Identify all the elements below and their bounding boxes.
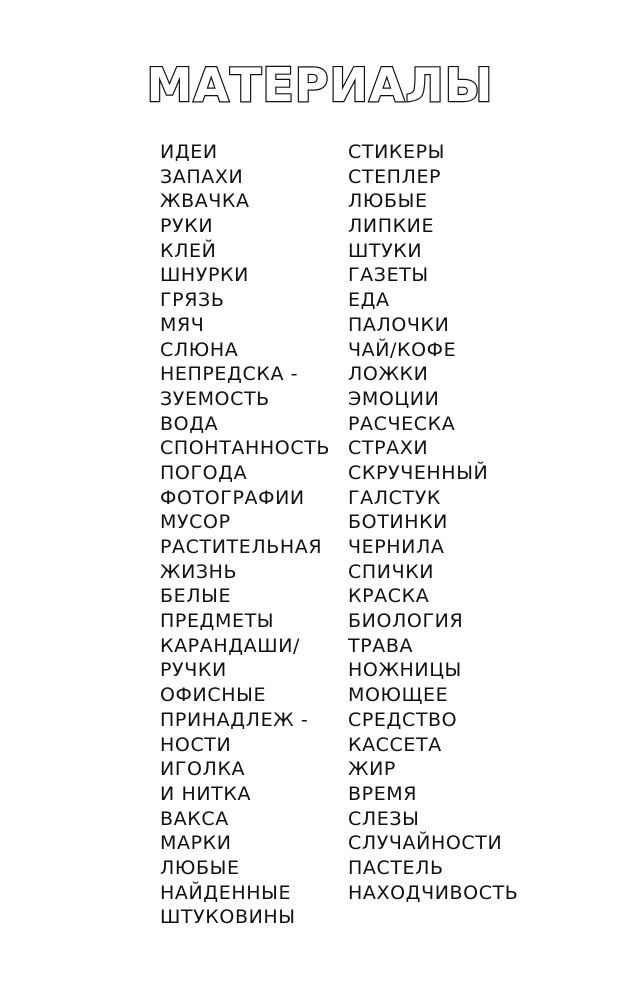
page-title: МАТЕРИАЛЫ (146, 58, 494, 112)
list-item: ЖИР (348, 758, 396, 781)
list-item: И НИТКА (160, 782, 252, 805)
list-item: МЯЧ (160, 313, 205, 336)
list-item: КАССЕТА (348, 733, 442, 756)
list-item: НЕПРЕДСКА - (160, 363, 299, 386)
materials-list-left (160, 140, 330, 930)
list-item: СЛУЧАЙНОСТИ (348, 832, 503, 855)
list-item: СПИЧКИ (348, 560, 435, 583)
list-item: НАЙДЕННЫЕ (160, 881, 292, 904)
list-item: ЗУЕМОСТЬ (160, 387, 270, 410)
list-item: ИДЕИ (160, 141, 218, 163)
list-item: ЭМОЦИИ (348, 387, 440, 410)
list-item: КАРАНДАШИ/ (160, 634, 301, 657)
list-item: ПАСТЕЛЬ (348, 856, 444, 879)
list-item: ОФИСНЫЕ (160, 684, 267, 707)
list-item: РАСТИТЕЛЬНАЯ (160, 536, 323, 558)
list-item: ЧАЙ/КОФЕ (348, 338, 457, 361)
list-item: НОЖНИЦЫ (348, 659, 462, 682)
list-item: ЛЮБЫЕ (348, 190, 428, 213)
materials-list-right (348, 140, 518, 905)
list-item: ЛЮБЫЕ (160, 856, 240, 879)
list-item: МАРКИ (160, 832, 232, 855)
list-item: ВОДА (160, 412, 219, 435)
list-item: МОЮЩЕЕ (348, 684, 449, 707)
list-item: ИГОЛКА (160, 758, 246, 781)
list-item: ВАКСА (160, 807, 229, 830)
list-item: СЛЮНА (160, 338, 239, 361)
list-item: ВРЕМЯ (348, 782, 418, 805)
list-item: БЕЛЫЕ (160, 585, 232, 608)
list-item: ПРИНАДЛЕЖ - (160, 708, 309, 731)
list-item: СКРУЧЕННЫЙ (348, 461, 489, 484)
list-item: КЛЕЙ (160, 239, 217, 262)
list-item: НОСТИ (160, 733, 232, 756)
list-item: ЛОЖКИ (348, 363, 429, 386)
list-item: РАСЧЕСКА (348, 412, 456, 435)
list-item: ЖВАЧКА (160, 190, 250, 213)
list-item: СПОНТАННОСТЬ (160, 437, 331, 460)
list-item: ПАЛОЧКИ (348, 313, 450, 336)
list-item: СТРАХИ (348, 437, 429, 460)
list-item: ЛИПКИЕ (348, 215, 435, 238)
list-item: НАХОДЧИВОСТЬ (348, 881, 519, 904)
list-item: ТРАВА (348, 634, 414, 657)
list-item: ЧЕРНИЛА (348, 536, 445, 558)
list-item: ГАЛСТУК (348, 486, 442, 509)
list-item: ЗАПАХИ (160, 165, 244, 188)
list-item: РУЧКИ (160, 659, 227, 682)
list-item: БОТИНКИ (348, 511, 448, 534)
list-item: СРЕДСТВО (348, 708, 458, 731)
list-item: СТИКЕРЫ (348, 141, 446, 163)
list-item: РУКИ (160, 215, 214, 238)
list-item: КРАСКА (348, 585, 430, 608)
list-item: СТЕПЛЕР (348, 165, 442, 188)
list-item: ШТУКОВИНЫ (160, 906, 296, 929)
list-item: ШТУКИ (348, 239, 423, 262)
list-item: ГАЗЕТЫ (348, 264, 429, 287)
list-item: ГРЯЗЬ (160, 289, 225, 312)
list-item: ПОГОДА (160, 461, 248, 484)
list-item: БИОЛОГИЯ (348, 610, 464, 633)
list-item: МУСОР (160, 511, 231, 534)
list-item: ПРЕДМЕТЫ (160, 610, 275, 633)
list-item: ЕДА (348, 289, 390, 312)
list-item: ЖИЗНЬ (160, 560, 238, 583)
list-item: ФОТОГРАФИИ (160, 486, 305, 509)
list-item: СЛЕЗЫ (348, 807, 420, 830)
list-item: ШНУРКИ (160, 264, 249, 287)
